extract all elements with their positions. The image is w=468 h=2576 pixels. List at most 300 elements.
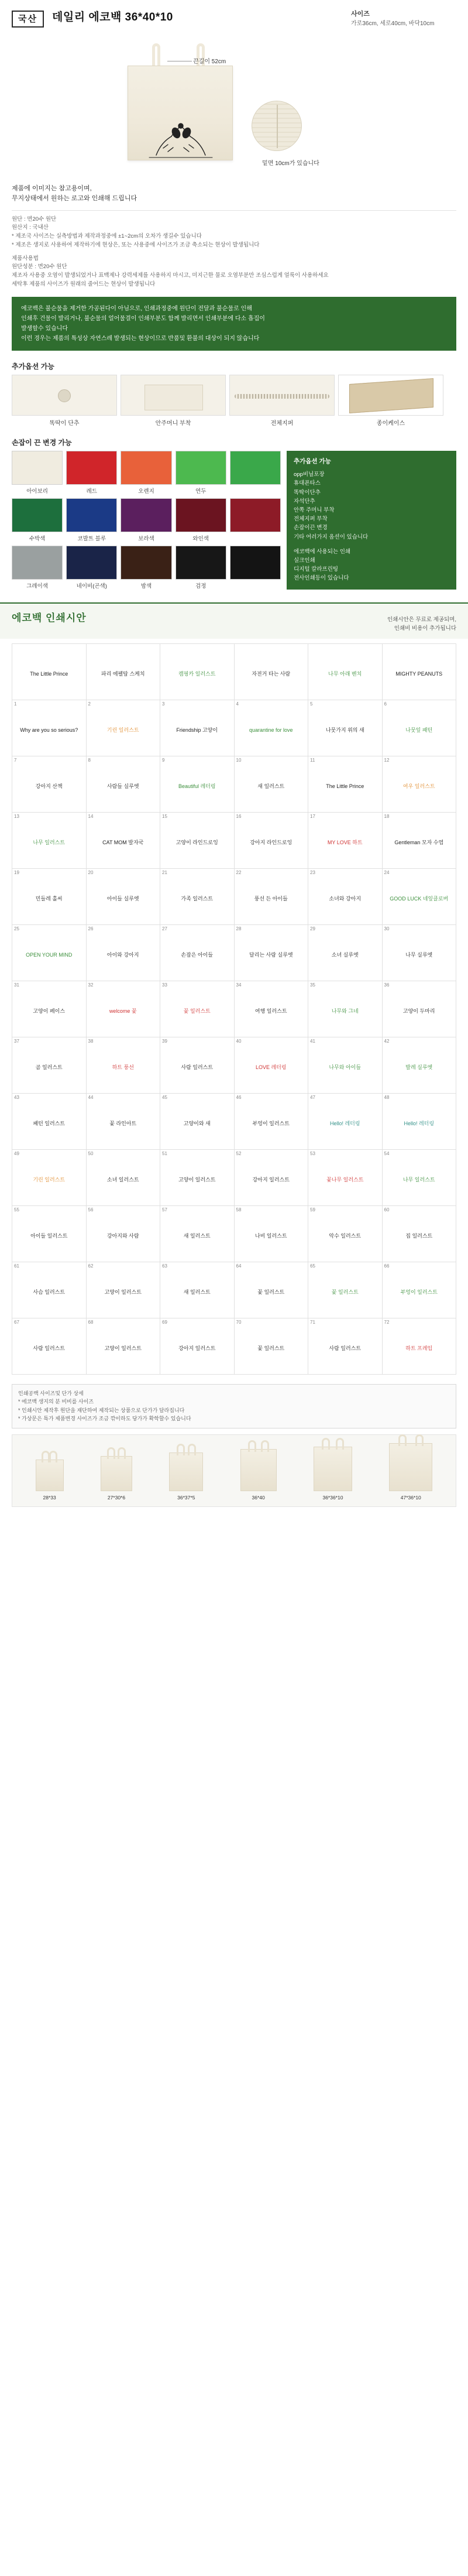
design-number: 62 (88, 1263, 94, 1269)
design-label: 강아지 일러스트 (252, 1177, 290, 1183)
design-thumbnail[interactable] (160, 925, 235, 981)
color-swatch (230, 498, 281, 542)
design-thumbnail[interactable] (160, 1150, 235, 1206)
size-comparison-caption: 36*40 (252, 1494, 265, 1501)
page-title: 데일리 에코백 36*40*10 (51, 11, 173, 23)
design-thumbnail[interactable] (235, 1094, 309, 1150)
design-thumbnail[interactable] (308, 644, 383, 700)
option-image-full-zipper (229, 375, 335, 416)
design-label: Why are you so serious? (20, 727, 78, 734)
design-number: 38 (88, 1038, 94, 1044)
design-number: 60 (384, 1207, 390, 1212)
green-notice-line-4: 이런 경우는 제품의 특성상 자연스레 발생되는 현상이므로 반품및 환불의 대상이 되지 않습니다 (21, 335, 260, 342)
design-label: 고양이와 새 (183, 1121, 211, 1127)
design-thumbnail[interactable] (383, 869, 457, 925)
design-label: 하트 풍선 (112, 1064, 134, 1071)
size-comparison-bag (389, 1443, 432, 1491)
color-swatch-grid (12, 451, 281, 590)
color-name: 보라색 (138, 536, 154, 543)
design-number: 29 (310, 926, 315, 931)
design-thumbnail[interactable] (160, 644, 235, 700)
design-label: 나뭇잎 패턴 (405, 727, 433, 734)
design-sub-2: 인쇄비 비용이 추가됩니다 (394, 625, 456, 632)
design-label: OPEN YOUR MIND (26, 952, 73, 958)
design-label: 민들레 홀씨 (35, 896, 63, 902)
design-thumbnail[interactable] (160, 1318, 235, 1375)
design-thumbnail[interactable] (383, 1037, 457, 1094)
design-label: 꽃 일러스트 (257, 1289, 285, 1296)
design-number: 54 (384, 1150, 390, 1156)
design-label: LOVE 레터링 (255, 1064, 287, 1071)
print-method-title: 에코백에 사용되는 인쇄 (294, 548, 351, 555)
extra-option-line: 전체지퍼 부착 (294, 516, 328, 523)
option-image-inner-pocket (121, 375, 226, 416)
color-swatch (121, 498, 171, 542)
design-label: 여행 일러스트 (254, 1008, 287, 1015)
design-number: 45 (162, 1094, 167, 1100)
design-thumbnail[interactable] (12, 1318, 87, 1375)
design-thumbnail[interactable] (383, 925, 457, 981)
design-label: 나무 실루엣 (405, 952, 433, 958)
design-number: 28 (236, 926, 242, 931)
design-label: 고양이 일러스트 (104, 1345, 142, 1352)
color-chip[interactable] (121, 498, 171, 532)
print-method-line: 디지털 칼라프린팅 (294, 566, 339, 573)
design-label: 풍선 든 아이들 (254, 896, 288, 902)
size-value: 가로36cm, 세로40cm, 바닥10cm (351, 20, 435, 27)
color-name: 검정 (195, 583, 207, 590)
design-label: 꽃나무 일러스트 (326, 1177, 364, 1183)
design-number: 27 (162, 926, 167, 931)
usage-title: 제품사용법 (12, 255, 39, 262)
design-thumbnail[interactable] (12, 1037, 87, 1094)
design-number: 9 (162, 757, 165, 763)
design-thumbnail[interactable] (12, 981, 87, 1037)
design-label: 손잡은 아이들 (181, 952, 214, 958)
footer-note-1: 인쇄공백 사이즈및 단가 상세 (18, 1390, 84, 1396)
color-chip[interactable] (12, 546, 63, 580)
color-name: 레드 (86, 488, 97, 495)
footer-note-4: * 가상문은 특가 제품변경 사이즈가 조금 깎이하도 당가가 확학할수 있습니다 (18, 1416, 191, 1422)
color-chip[interactable] (230, 546, 281, 580)
design-thumbnail[interactable] (308, 869, 383, 925)
page-header (0, 0, 468, 32)
color-chip[interactable] (176, 451, 226, 485)
design-label: 소녀와 강아지 (329, 896, 362, 902)
color-area (0, 451, 468, 590)
design-thumbnail[interactable] (160, 700, 235, 756)
design-number: 18 (384, 813, 390, 819)
design-number: 43 (14, 1094, 19, 1100)
color-swatch (66, 498, 117, 542)
design-number: 25 (14, 926, 19, 931)
design-number: 34 (236, 982, 242, 988)
color-name: 아이보리 (26, 488, 48, 495)
design-label: 꽃 라인아트 (109, 1121, 137, 1127)
color-swatch (12, 451, 63, 495)
design-label: 기린 일러스트 (33, 1177, 66, 1183)
options-section-title: 추가옵션 가능 (12, 362, 54, 371)
design-thumbnail[interactable] (383, 700, 457, 756)
green-notice-line-1: 에코백은 불순물을 제거한 가공된다이 아님으로, 인쇄과정중에 원단이 전달과 불순물로 인해 (21, 306, 252, 313)
design-thumbnail[interactable] (160, 1262, 235, 1318)
design-thumbnail[interactable] (235, 756, 309, 813)
design-thumbnail[interactable] (87, 925, 161, 981)
design-number: 47 (310, 1094, 315, 1100)
design-number: 59 (310, 1207, 315, 1212)
design-thumbnail[interactable] (383, 756, 457, 813)
design-thumbnail[interactable] (160, 813, 235, 869)
desc-note-2: * 제조은 생지로 사용하여 제작하기에 현상은, 또는 사용중에 사이즈가 조금 축소되는 현상이 발생됩니다 (12, 241, 260, 248)
design-number: 10 (236, 757, 242, 763)
design-number: 15 (162, 813, 167, 819)
design-number: 19 (14, 869, 19, 875)
size-info (351, 8, 456, 28)
green-notice-line-3: 발생할수 있습니다 (21, 326, 68, 333)
design-thumbnail[interactable] (87, 1318, 161, 1375)
design-thumbnail[interactable] (12, 1262, 87, 1318)
design-thumbnail[interactable] (87, 1206, 161, 1262)
color-chip[interactable] (66, 546, 117, 580)
design-number: 26 (88, 926, 94, 931)
design-number: 61 (14, 1263, 19, 1269)
design-thumbnail[interactable] (308, 981, 383, 1037)
design-number: 12 (384, 757, 390, 763)
design-number: 63 (162, 1263, 167, 1269)
bag-body (128, 66, 233, 160)
design-section-title: 에코백 인쇄시안 (12, 612, 87, 624)
design-number: 71 (310, 1319, 315, 1325)
option-item (229, 375, 335, 427)
footer-note-3: * 인쇄시안 제작후 원단을 재단하여 제작되는 상품으로 단가가 달라집니다 (18, 1407, 185, 1413)
design-label: 소녀 일러스트 (106, 1177, 139, 1183)
design-number: 64 (236, 1263, 242, 1269)
option-caption: 종이케이스 (376, 420, 405, 427)
design-sub-1: 인쇄시안은 무료로 제공되며, (387, 616, 456, 624)
design-thumbnail[interactable] (160, 1037, 235, 1094)
design-thumbnail[interactable] (235, 1206, 309, 1262)
design-label: 고양이 라인드로잉 (176, 840, 218, 846)
design-thumbnail[interactable] (383, 1206, 457, 1262)
design-thumbnail[interactable] (12, 644, 87, 700)
green-notice-line-2: 인쇄후 건물이 발리거나, 불순물의 얼어물결이 인쇄부분도 함께 발리면서 인쇄부분에 다소 흡집이 (21, 316, 265, 323)
color-name: 코발트 블루 (77, 536, 106, 543)
design-number: 68 (88, 1319, 94, 1325)
design-number: 55 (14, 1207, 19, 1212)
design-thumbnail[interactable] (235, 1150, 309, 1206)
color-chip[interactable] (176, 546, 226, 580)
size-comparison-item (240, 1449, 277, 1501)
design-thumbnail[interactable] (383, 1318, 457, 1375)
design-number: 3 (162, 701, 165, 707)
design-number: 70 (236, 1319, 242, 1325)
design-number: 14 (88, 813, 94, 819)
design-label: 나무 아래 벤치 (328, 671, 362, 677)
usage-2: 제조자 사용중 오염이 발생되었거나 표백제나 강력세제를 사용하지 마시고, 미지근한 물로 오염부분만 조심스럽게 얼룩이 사용하세요 (12, 272, 329, 279)
design-thumbnail[interactable] (160, 756, 235, 813)
design-thumbnail[interactable] (308, 925, 383, 981)
design-number: 66 (384, 1263, 390, 1269)
design-number: 42 (384, 1038, 390, 1044)
extra-option-line: opp비닐포장 (294, 471, 325, 478)
design-label: 여우 일러스트 (402, 783, 435, 790)
color-swatch (121, 451, 171, 495)
design-number: 35 (310, 982, 315, 988)
print-method-line: 실크인쇄 (294, 557, 315, 564)
design-number: 7 (14, 757, 17, 763)
desc-note-1: * 제조국 사이즈는 실측방법과 제작과정중에 ±1~2cm의 오차가 생길수 있습니다 (12, 233, 202, 240)
design-number: 16 (236, 813, 242, 819)
design-label: 꽃 일러스트 (257, 1345, 285, 1352)
design-thumbnail[interactable] (87, 1094, 161, 1150)
design-thumbnail[interactable] (383, 644, 457, 700)
color-chip[interactable] (121, 546, 171, 580)
design-label: 사람 일러스트 (329, 1345, 362, 1352)
size-comparison-caption: 47*36*10 (400, 1494, 421, 1501)
design-label: 꽃 일러스트 (331, 1289, 359, 1296)
design-number: 20 (88, 869, 94, 875)
extra-option-line: 똑딱이단추 (294, 489, 321, 496)
design-thumbnail[interactable] (383, 1150, 457, 1206)
design-label: 나무 일러스트 (402, 1177, 435, 1183)
design-thumbnail[interactable] (235, 869, 309, 925)
design-thumbnail[interactable] (383, 1094, 457, 1150)
bottom-fold-line (277, 105, 278, 148)
design-thumbnail[interactable] (87, 813, 161, 869)
design-thumbnail[interactable] (12, 925, 87, 981)
design-thumbnail[interactable] (235, 813, 309, 869)
color-chip[interactable] (66, 498, 117, 532)
design-thumbnail[interactable] (308, 1262, 383, 1318)
desc-lead-2: 무지상태에서 원하는 로고와 인쇄해 드립니다 (12, 195, 137, 203)
design-section-header (0, 602, 468, 639)
size-comparison-bag (101, 1456, 132, 1491)
design-label: MIGHTY PEANUTS (395, 671, 443, 677)
design-thumbnail[interactable] (87, 981, 161, 1037)
option-caption: 안주머니 부착 (155, 420, 191, 427)
design-thumbnail[interactable] (308, 813, 383, 869)
design-thumbnail[interactable] (308, 1037, 383, 1094)
size-comparison-item (389, 1443, 432, 1501)
extra-option-line: 기타 여러가지 옵션이 있습니다 (294, 533, 369, 540)
color-swatch (176, 451, 226, 495)
color-swatch (66, 451, 117, 495)
size-comparison-bag (36, 1460, 64, 1491)
design-number: 6 (384, 701, 387, 707)
extra-option-line: 손잡이끈 변경 (294, 525, 328, 532)
design-number: 52 (236, 1150, 242, 1156)
design-thumbnail[interactable] (87, 1150, 161, 1206)
design-number: 56 (88, 1207, 94, 1212)
design-thumbnail[interactable] (87, 1037, 161, 1094)
design-label: Beautiful 레터링 (178, 783, 216, 790)
design-number: 41 (310, 1038, 315, 1044)
design-thumbnail[interactable] (308, 1318, 383, 1375)
design-thumbnail[interactable] (12, 1094, 87, 1150)
design-number: 72 (384, 1319, 390, 1325)
color-name: 오렌지 (138, 488, 154, 495)
option-image-snap-button (12, 375, 117, 416)
design-thumbnail[interactable] (160, 1206, 235, 1262)
color-name: 그레이색 (26, 583, 48, 590)
color-name: 연두 (195, 488, 207, 495)
design-thumbnail[interactable] (87, 869, 161, 925)
color-chip[interactable] (176, 498, 226, 532)
design-thumbnail[interactable] (235, 644, 309, 700)
design-thumbnail[interactable] (87, 1262, 161, 1318)
design-thumbnail[interactable] (87, 644, 161, 700)
design-thumbnail[interactable] (235, 925, 309, 981)
design-thumbnail[interactable] (383, 1262, 457, 1318)
design-thumbnail[interactable] (12, 869, 87, 925)
design-label: 강아지 일러스트 (178, 1345, 216, 1352)
description-block (0, 181, 468, 289)
color-swatch-grid-wrap (12, 451, 281, 590)
design-label: 부엉이 일러스트 (252, 1121, 290, 1127)
design-thumbnail[interactable] (160, 981, 235, 1037)
title-block (52, 8, 343, 24)
design-number: 49 (14, 1150, 19, 1156)
color-chip[interactable] (12, 498, 63, 532)
print-method-line: 전사인쇄등이 있습니다 (294, 575, 349, 582)
design-number: 58 (236, 1207, 242, 1212)
design-thumbnail[interactable] (235, 981, 309, 1037)
design-label: CAT MOM 발자국 (102, 840, 144, 846)
design-label: 사람들 실루엣 (106, 783, 139, 790)
color-name: 밤색 (140, 583, 152, 590)
options-row (0, 375, 468, 427)
design-number: 22 (236, 869, 242, 875)
design-label: 새 일러스트 (257, 783, 285, 790)
design-number: 13 (14, 813, 19, 819)
design-label: MY LOVE 하트 (327, 840, 363, 846)
divider (12, 210, 456, 211)
design-label: 강아지 라인드로잉 (250, 840, 292, 846)
design-number: 44 (88, 1094, 94, 1100)
design-thumbnail[interactable] (160, 1094, 235, 1150)
color-chip[interactable] (230, 498, 281, 532)
size-comparison-item (36, 1460, 64, 1501)
design-thumbnail[interactable] (235, 1262, 309, 1318)
design-number: 23 (310, 869, 315, 875)
design-label: 악수 일러스트 (329, 1233, 362, 1239)
made-in-korea-badge: 국산 (12, 11, 44, 28)
design-label: 가족 일러스트 (181, 896, 214, 902)
design-label: 자전거 타는 사람 (252, 671, 291, 677)
size-comparison-item (314, 1447, 352, 1501)
size-comparison-caption: 36*36*10 (322, 1494, 343, 1501)
color-chip[interactable] (230, 451, 281, 485)
design-number: 46 (236, 1094, 242, 1100)
design-label: GOOD LUCK 네잎클로버 (390, 896, 449, 902)
design-thumbnail[interactable] (235, 700, 309, 756)
design-label: 아이와 강아지 (106, 952, 139, 958)
option-item (338, 375, 443, 427)
color-swatch (121, 546, 171, 590)
design-thumbnail[interactable] (12, 700, 87, 756)
extra-option-line: 자석단추 (294, 498, 315, 505)
design-number: 30 (384, 926, 390, 931)
design-label: 고양이 일러스트 (104, 1289, 142, 1296)
design-thumbnail[interactable] (235, 1318, 309, 1375)
design-label: 고양이 페이스 (33, 1008, 66, 1015)
design-label: 사람 일러스트 (33, 1345, 66, 1352)
option-caption: 전체지퍼 (270, 420, 294, 427)
color-swatch (66, 546, 117, 590)
size-comparison-bag (240, 1449, 277, 1491)
design-thumbnail[interactable] (235, 1037, 309, 1094)
design-number: 57 (162, 1207, 167, 1212)
design-thumbnail[interactable] (308, 1150, 383, 1206)
design-thumbnail[interactable] (383, 981, 457, 1037)
design-thumbnail[interactable] (12, 1150, 87, 1206)
color-swatch (230, 451, 281, 495)
design-thumbnail[interactable] (160, 869, 235, 925)
design-thumbnail[interactable] (308, 756, 383, 813)
design-thumbnail[interactable] (12, 756, 87, 813)
design-thumbnail[interactable] (383, 813, 457, 869)
bag-print-artwork (146, 119, 216, 161)
extra-option-line: 안쪽 주머니 부착 (294, 506, 335, 513)
design-thumbnail[interactable] (308, 1094, 383, 1150)
design-number: 2 (88, 701, 91, 707)
design-thumbnail[interactable] (87, 756, 161, 813)
design-thumbnail[interactable] (87, 700, 161, 756)
design-label: The Little Prince (30, 671, 68, 677)
design-thumbnail[interactable] (308, 700, 383, 756)
extra-options-note (287, 451, 456, 590)
design-thumbnail[interactable] (12, 1206, 87, 1262)
design-number: 36 (384, 982, 390, 988)
design-number: 48 (384, 1094, 390, 1100)
desc-origin: 원산지 : 국내산 (12, 224, 49, 231)
design-label: 강아지와 사람 (106, 1233, 139, 1239)
color-swatch (12, 546, 63, 590)
extra-option-line: 휴대폰타스 (294, 480, 321, 487)
design-thumbnail[interactable] (308, 1206, 383, 1262)
design-number: 33 (162, 982, 167, 988)
option-caption: 똑딱이 단추 (49, 420, 80, 427)
design-label: 새 일러스트 (183, 1233, 211, 1239)
usage-1: 원단성분 : 면20수 원단 (12, 263, 67, 270)
color-chip[interactable] (12, 451, 63, 485)
design-label: 사람 일러스트 (181, 1064, 214, 1071)
size-comparison-caption: 28*33 (43, 1494, 56, 1501)
design-label: 부엉이 일러스트 (400, 1289, 438, 1296)
design-label: 소녀 실루엣 (331, 952, 359, 958)
design-number: 24 (384, 869, 390, 875)
design-number: 65 (310, 1263, 315, 1269)
design-number: 5 (310, 701, 313, 707)
size-comparison-bag (314, 1447, 352, 1491)
design-number: 53 (310, 1150, 315, 1156)
color-chip[interactable] (121, 451, 171, 485)
design-number: 17 (310, 813, 315, 819)
color-chip[interactable] (66, 451, 117, 485)
design-number: 32 (88, 982, 94, 988)
design-label: 사슴 일러스트 (33, 1289, 66, 1296)
design-number: 67 (14, 1319, 19, 1325)
product-photo-area (0, 35, 468, 181)
design-number: 37 (14, 1038, 19, 1044)
design-thumbnail[interactable] (12, 813, 87, 869)
color-swatch (12, 498, 63, 542)
design-number: 4 (236, 701, 239, 707)
design-label: 나비 일러스트 (254, 1233, 287, 1239)
option-item (121, 375, 226, 427)
design-thumbnail-grid (12, 643, 456, 1375)
design-label: 새 일러스트 (183, 1289, 211, 1296)
